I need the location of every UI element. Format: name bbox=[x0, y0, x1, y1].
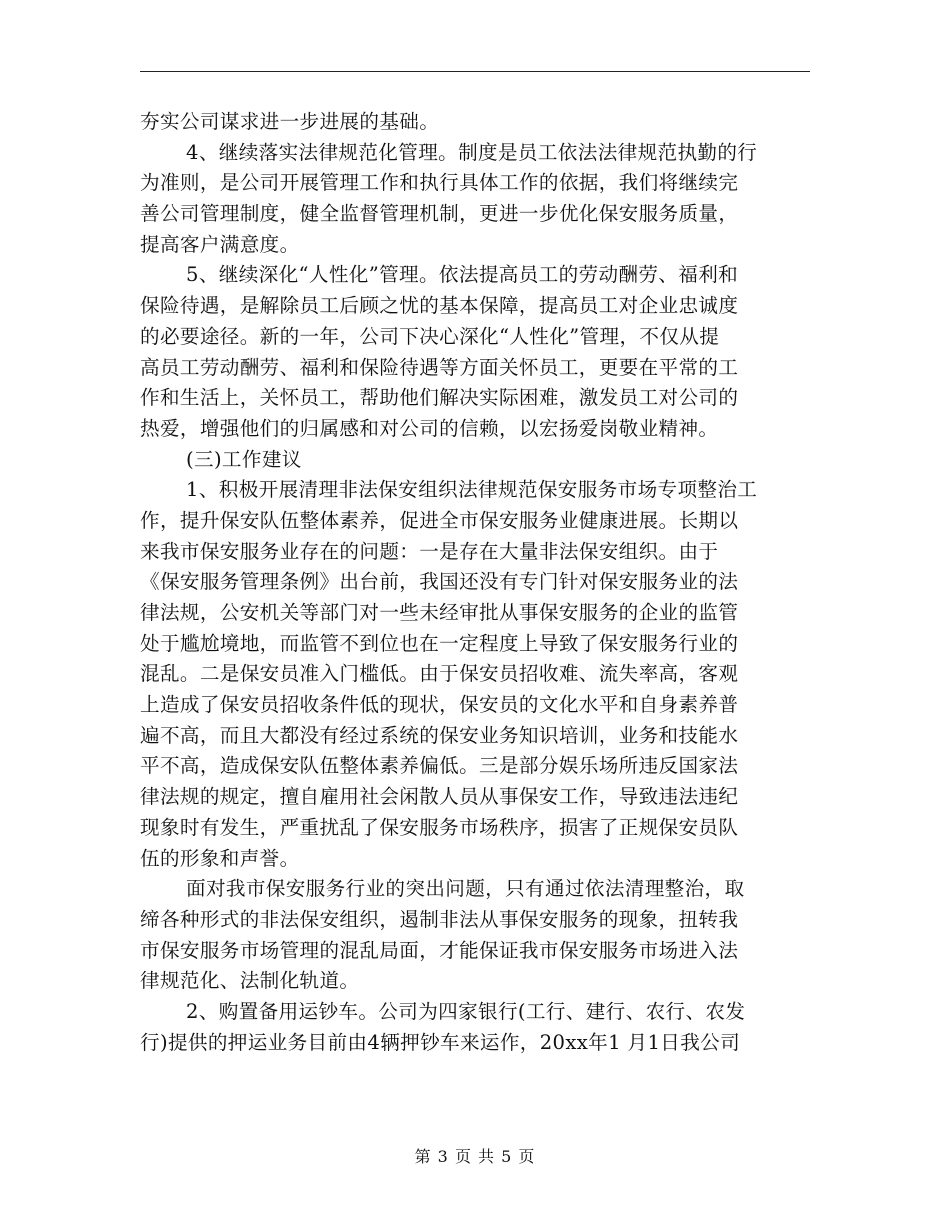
text-line: 为准则，是公司开展管理工作和执行具体工作的依据，我们将继续完 bbox=[140, 171, 739, 195]
paragraph-suggestion-2 bbox=[140, 997, 810, 1058]
text-line: 混乱。二是保安员准入门槛低。由于保安员招收难、流失率高，客观 bbox=[140, 662, 739, 686]
text-line: 律规范化、法制化轨道。 bbox=[140, 969, 360, 993]
section-heading bbox=[140, 445, 810, 476]
text-line: 来我市保安服务业存在的问题：一是存在大量非法保安组织。由于 bbox=[140, 539, 719, 563]
text-line: 上造成了保安员招收条件低的现状，保安员的文化水平和自身素养普 bbox=[140, 693, 739, 717]
text-line: 的必要途径。新的一年，公司下决心深化“人性化”管理，不仅从提 bbox=[140, 324, 720, 348]
text-line: 平不高，造成保安队伍整体素养偏低。三是部分娱乐场所违反国家法 bbox=[140, 754, 739, 778]
text-line: 热爱，增强他们的归属感和对公司的信赖，以宏扬爱岗敬业精神。 bbox=[140, 416, 719, 440]
page-number: 第 3 页 共 5 页 bbox=[414, 1147, 536, 1166]
text-line: 遍不高，而且大都没有经过系统的保安业务知识培训，业务和技能水 bbox=[140, 723, 739, 747]
text-line: 作，提升保安队伍整体素养，促进全市保安服务业健康进展。长期以 bbox=[140, 508, 739, 532]
body-text bbox=[140, 107, 810, 1058]
text-line: 提高客户满意度。 bbox=[140, 232, 300, 256]
text-line: 律法规的规定，擅自雇用社会闲散人员从事保安工作，导致违法违纪 bbox=[140, 785, 739, 809]
section-heading-text: (三)工作建议 bbox=[186, 447, 302, 471]
text-line: 《保安服务管理条例》出台前，我国还没有专门针对保安服务业的法 bbox=[140, 570, 739, 594]
text-line: 伍的形象和声誉。 bbox=[140, 846, 300, 870]
text-line: 作和生活上，关怀员工，帮助他们解决实际困难，激发员工对公司的 bbox=[140, 386, 739, 410]
text-line: 4、继续落实法律规范化管理。制度是员工依法法律规范执勤的行 bbox=[186, 140, 758, 164]
paragraph-item-5 bbox=[140, 260, 810, 444]
paragraph-suggestion-1 bbox=[140, 475, 810, 874]
text-line: 处于尴尬境地，而监管不到位也在一定程度上导致了保安服务行业的 bbox=[140, 631, 739, 655]
paragraph-item-4 bbox=[140, 138, 810, 261]
text-line: 缔各种形式的非法保安组织，遏制非法从事保安服务的现象，扭转我 bbox=[140, 907, 739, 931]
text-line: 5、继续深化“人性化”管理。依法提高员工的劳动酬劳、福利和 bbox=[186, 263, 739, 287]
text-line: 行)提供的押运业务目前由4辆押钞车来运作，20xx年1 月1日我公司 bbox=[140, 1030, 741, 1054]
text-line: 夯实公司谋求进一步进展的基础。 bbox=[140, 110, 440, 133]
text-line: 律法规，公安机关等部门对一些未经审批从事保安服务的企业的监管 bbox=[140, 601, 739, 624]
text-line: 市保安服务市场管理的混乱局面，才能保证我市保安服务市场进入法 bbox=[140, 938, 739, 962]
header-divider bbox=[140, 71, 810, 72]
text-line: 现象时有发生，严重扰乱了保安服务市场秩序，损害了正规保安员队 bbox=[140, 815, 739, 839]
text-line: 1、积极开展清理非法保安组织法律规范保安服务市场专项整治工 bbox=[186, 478, 758, 502]
paragraph-remediation bbox=[140, 874, 810, 997]
text-line: 高员工劳动酬劳、福利和保险待遇等方面关怀员工，更要在平常的工 bbox=[140, 355, 739, 379]
text-line: 面对我市保安服务行业的突出问题，只有通过依法清理整治，取 bbox=[186, 877, 745, 901]
text-line: 保险待遇，是解除员工后顾之忧的基本保障，提高员工对企业忠诚度 bbox=[140, 294, 739, 318]
text-line: 善公司管理制度，健全监督管理机制，更进一步优化保安服务质量， bbox=[140, 202, 739, 226]
paragraph-continuation bbox=[140, 107, 810, 138]
text-line: 2、购置备用运钞车。公司为四家银行(工行、建行、农行、农发 bbox=[186, 999, 746, 1023]
